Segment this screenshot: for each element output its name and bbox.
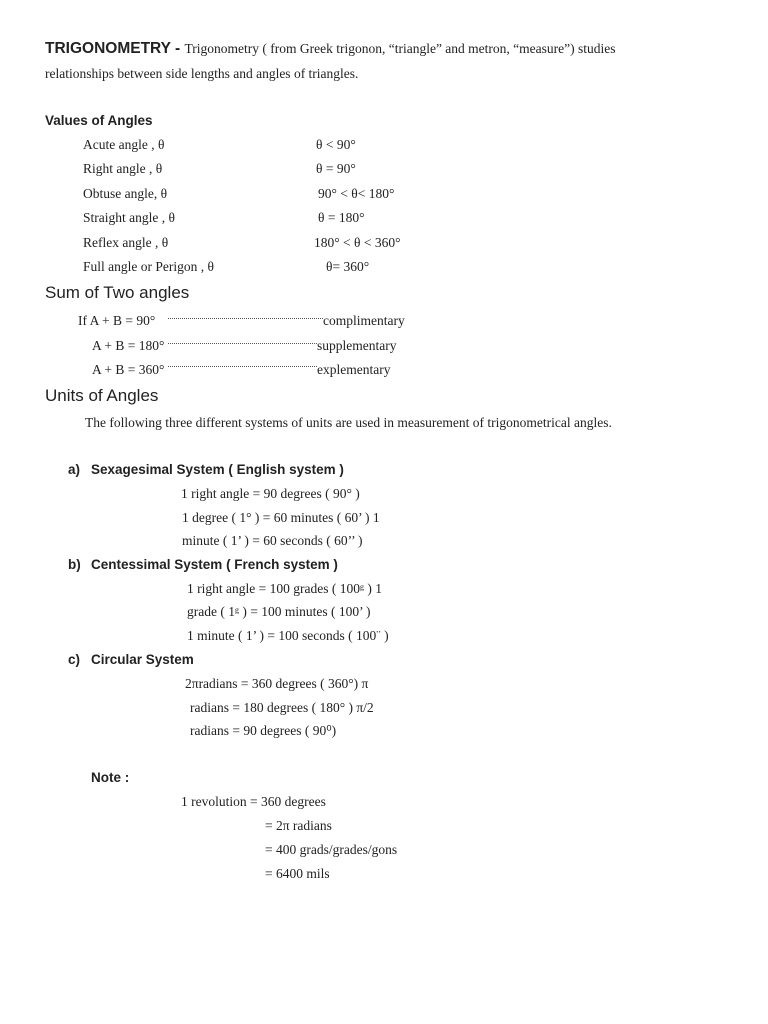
sum-term: supplementary xyxy=(317,338,397,353)
angle-value: 180° < θ < 360° xyxy=(314,235,401,250)
note-label: Note : xyxy=(91,770,130,785)
note-line: = 2π radians xyxy=(265,818,332,833)
sum-expression: A + B = 180° xyxy=(92,338,165,353)
dotted-leader xyxy=(168,366,317,367)
angle-value: 90° < θ< 180° xyxy=(318,186,395,201)
note-line: 1 revolution = 360 degrees xyxy=(181,794,326,809)
dotted-leader xyxy=(168,318,323,319)
angle-name: Full angle or Perigon , θ xyxy=(83,259,214,274)
system-line: 1 degree ( 1° ) = 60 minutes ( 60’ ) 1 xyxy=(182,510,380,525)
units-intro: The following three different systems of units are used in measurement of trigonometrical angles. xyxy=(85,415,612,430)
system-letter: c) xyxy=(68,652,81,667)
title-line-1 xyxy=(45,40,616,58)
system-line: 2πradians = 360 degrees ( 360°) π xyxy=(185,676,369,691)
system-name: Sexagesimal System ( English system ) xyxy=(91,462,344,477)
system-line: radians = 180 degrees ( 180° ) π/2 xyxy=(190,700,374,715)
note-line: = 400 grads/grades/gons xyxy=(265,842,398,857)
sum-of-two-angles-heading: Sum of Two angles xyxy=(45,283,190,302)
title-intro-1: Trigonometry ( from Greek trigonon, “triangle” and metron, “measure”) studies xyxy=(184,41,616,56)
angle-name: Obtuse angle, θ xyxy=(83,186,168,201)
system-line: minute ( 1’ ) = 60 seconds ( 60’’ ) xyxy=(182,533,363,548)
system-line: 1 right angle = 100 grades ( 100ᵍ ) 1 xyxy=(187,581,383,596)
system-line: 1 minute ( 1’ ) = 100 seconds ( 100¨ ) xyxy=(187,628,389,643)
system-name: Centessimal System ( French system ) xyxy=(91,557,338,572)
note-line: = 6400 mils xyxy=(265,866,330,881)
angle-name: Straight angle , θ xyxy=(83,210,175,225)
title-intro-2: relationships between side lengths and angles of triangles. xyxy=(45,66,359,81)
title-heading: TRIGONOMETRY - xyxy=(45,40,185,57)
dotted-leader xyxy=(168,343,317,344)
system-line: 1 right angle = 90 degrees ( 90° ) xyxy=(181,486,360,501)
sum-term: explementary xyxy=(317,362,391,377)
angle-value: θ= 360° xyxy=(326,259,370,274)
sum-term: complimentary xyxy=(323,313,405,328)
sum-expression: A + B = 360° xyxy=(92,362,165,377)
angle-value: θ = 90° xyxy=(316,161,356,176)
angle-name: Reflex angle , θ xyxy=(83,235,169,250)
system-letter: b) xyxy=(68,557,81,572)
sum-expression: If A + B = 90° xyxy=(78,313,156,328)
angle-name: Right angle , θ xyxy=(83,161,163,176)
angle-value: θ = 180° xyxy=(318,210,365,225)
system-letter: a) xyxy=(68,462,81,477)
values-of-angles-heading: Values of Angles xyxy=(45,113,153,128)
system-line: grade ( 1ᵍ ) = 100 minutes ( 100’ ) xyxy=(187,604,371,619)
angle-value: θ < 90° xyxy=(316,137,356,152)
angle-name: Acute angle , θ xyxy=(83,137,165,152)
units-of-angles-heading: Units of Angles xyxy=(45,386,159,405)
system-line: radians = 90 degrees ( 90⁰) xyxy=(190,723,337,738)
system-name: Circular System xyxy=(91,652,194,667)
